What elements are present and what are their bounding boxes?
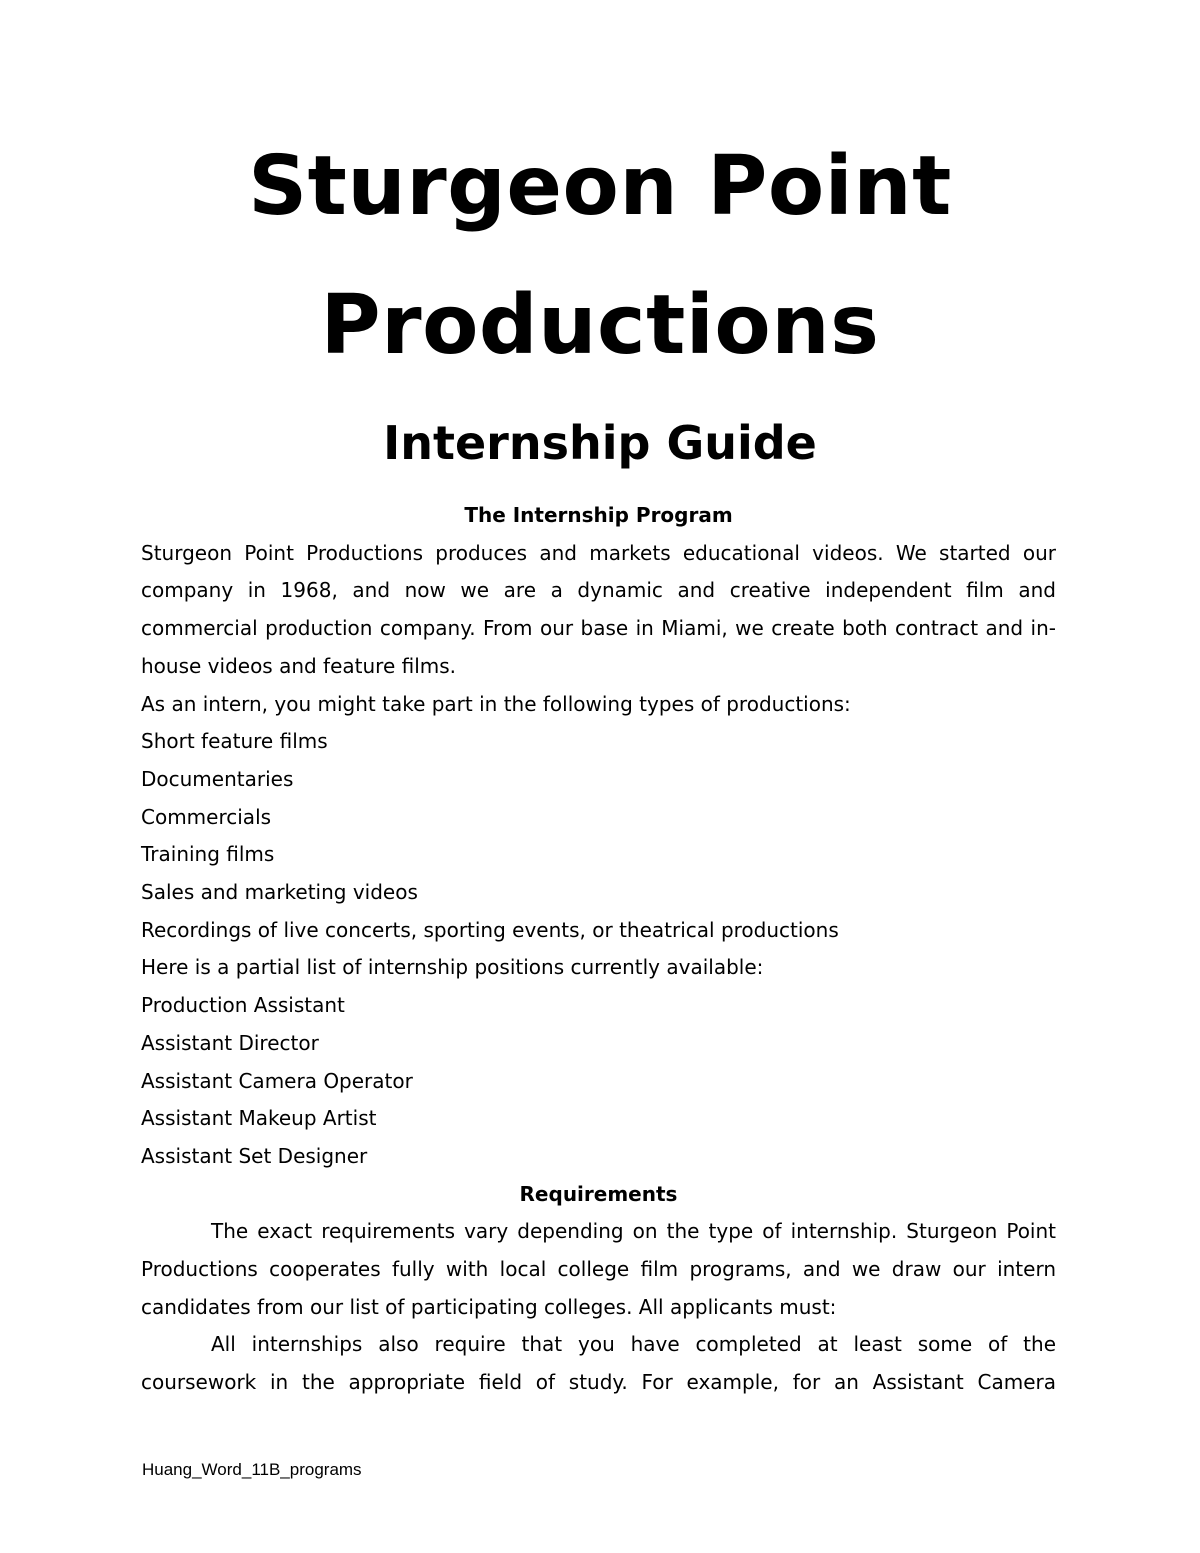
position-item: Production Assistant [141,993,345,1018]
document-subtitle: Internship Guide [383,416,817,470]
positions-intro: Here is a partial list of internship positions currently available: [141,955,764,980]
document-title-line-2: Productions [320,278,880,373]
production-item: Short feature films [141,729,328,754]
productions-intro: As an intern, you might take part in the following types of productions: [141,691,851,716]
section-heading-requirements: Requirements [519,1181,678,1206]
position-item: Assistant Set Designer [141,1143,368,1168]
production-item: Training films [141,842,275,867]
document-body [141,497,1056,1402]
section-heading-internship-program: The Internship Program [464,503,733,527]
requirements-paragraph-1: The exact requirements vary depending on the type of internship. Sturgeon Point Productions cooperates fully with local college film programs, and we draw our intern candidates from our list of participating colleges. All applicants must: [141,1219,1056,1319]
page-footer: Huang_Word_11B_programs [142,1460,362,1479]
document-title-line-1: Sturgeon Point [248,139,952,234]
production-item: Documentaries [141,766,294,791]
intro-paragraph: Sturgeon Point Productions produces and markets educational videos. We started our company in 1968, and now we are a dynamic and creative independent film and commercial production company. From our base in Miami, we create both contract and in-house videos and feature films. [141,540,1056,678]
position-item: Assistant Director [141,1030,319,1055]
production-item: Commercials [141,804,272,829]
position-item: Assistant Camera Operator [141,1068,413,1093]
position-item: Assistant Makeup Artist [141,1106,377,1131]
production-item: Recordings of live concerts, sporting events, or theatrical productions [141,917,839,942]
production-item: Sales and marketing videos [141,880,418,905]
requirements-paragraph-2: All internships also require that you have completed at least some of the coursework in the appropriate field of study. For example, for an Assistant Camera [141,1332,1056,1395]
